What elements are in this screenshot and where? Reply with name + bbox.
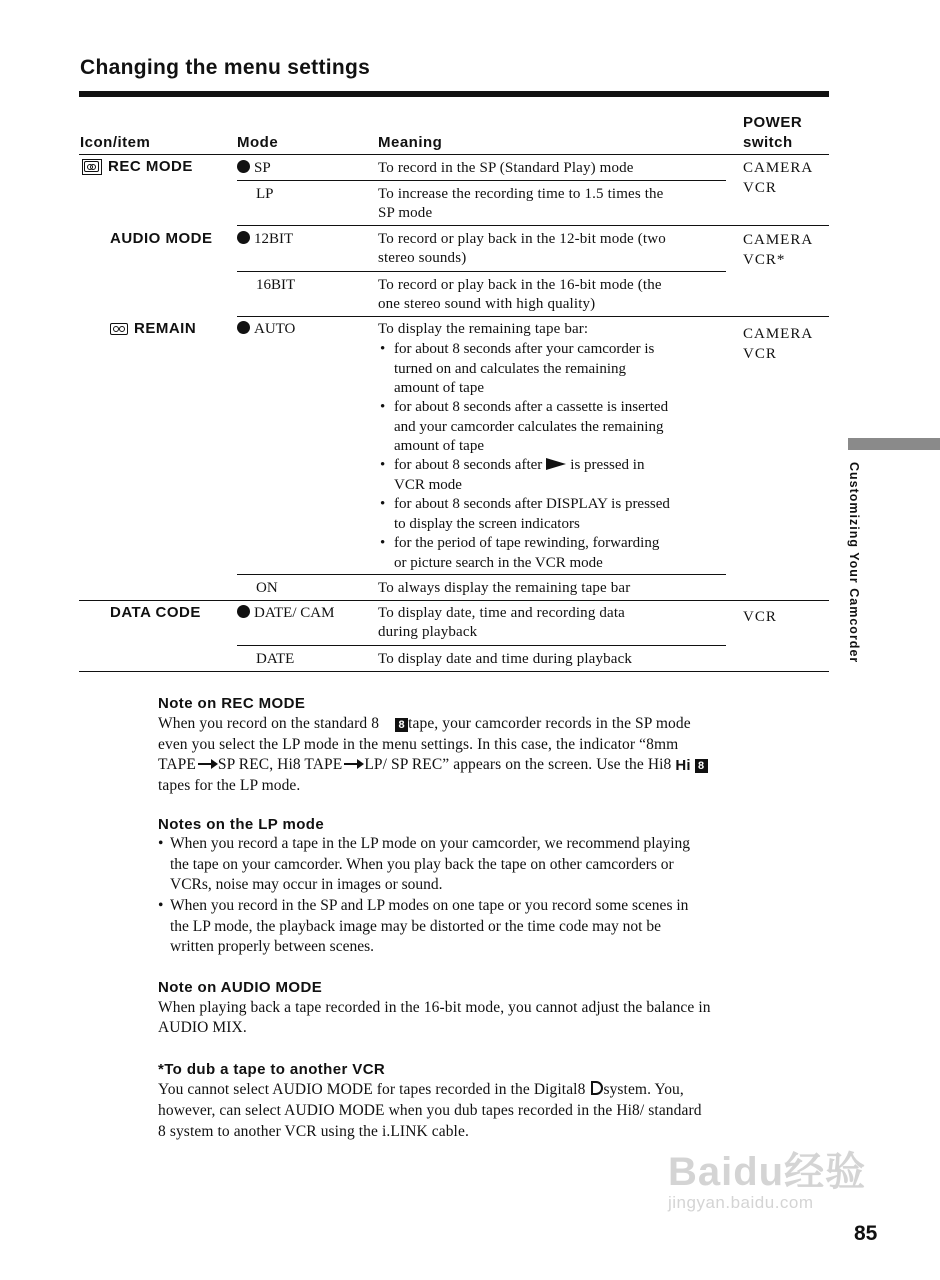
row-rule <box>237 645 726 646</box>
play-icon <box>546 458 566 470</box>
watermark <box>668 1140 866 1213</box>
note-dub-heading: *To dub a tape to another VCR <box>158 1061 386 1078</box>
row-rule <box>237 271 726 272</box>
note-dub-line3: 8 system to another VCR using the i.LINK cable. <box>158 1123 469 1140</box>
meaning-12bit-l1: To record or play back in the 12-bit mode (two <box>378 231 666 247</box>
remain-item <box>110 320 196 337</box>
note-audio-heading: Note on AUDIO MODE <box>158 979 323 996</box>
manual-page: Changing the menu settings Icon/item Mode Meaning POWER switch REC MODE SP To record in the SP (Standard Play) mode LP To increase the recording time to 1.5 times the SP mode CAMERA VCR AUDIO MODE 12BIT To record or play back in the 12-bit mode (two stereo sounds) 16BIT To record or play back in the 16-bit mode (the one stereo sound with high quality) CAMERA VCR* REMAIN AUTO To display the remaining tape bar: • for about 8 seconds after your camcorder is turned on and calculates the remaining amount of tape • for about 8 seconds after a cassette is inserted and your camcorder calculates the remaining amount of tape • for about 8 seconds after is pressed in VCR mode • for about 8 seconds after DISPLAY is pressed to display the screen indicators • for the period of tape rewinding, forwarding or picture search in the VCR mode ON To always display the remaining tape bar CAMERA VCR DATA CODE DATE/ CAM To display date, time and recording data during playback DATE To display date and time during playback VCR Customizing Your Camcorder Note on REC MODE When you record on the standard 8 8 tape, your camcorder records in the SP mode even you select the LP mode in the menu settings. In this case, the indicator “8mm TAPE SP REC, Hi8 TAPE LP/ SP REC” appears on the screen. Use the Hi8 Hi 8 tapes for the LP mode. Notes on the LP mode • When you record a tape in the LP mode on your camcorder, we recommend playing the tape on your camcorder. When you play back the tape on other camcorders or VCRs, noise may occur in images or sound. • When you record in the SP and LP modes on one tape or you record some scenes in the LP mode, the playback image may be distorted or the time code may not be written properly between scenes. Note on AUDIO MODE When playing back a tape recorded in the 16-bit mode, you cannot adjust the balance in AUDIO MIX. *To dub a tape to another VCR You cannot select AUDIO MODE for tapes recorded in the Digital8 system. You, however, can select AUDIO MODE when you dub tapes recorded in the Hi8/ standard 8 system to another VCR using the i.LINK cable. Baidu经验 jingyan.baidu.com 85 <box>0 0 940 1280</box>
note-audio-line1: When playing back a tape recorded in the 16-bit mode, you cannot adjust the balance in <box>158 999 711 1016</box>
meaning-datecam-l1: To display date, time and recording data <box>378 605 625 621</box>
header-power-line1: POWER <box>743 114 803 131</box>
power-remain-l1: CAMERA <box>743 326 814 342</box>
mode-date: DATE <box>256 651 295 667</box>
power-rec-l1: CAMERA <box>743 160 814 176</box>
mode-lp: LP <box>256 186 274 202</box>
note-audio-line2: AUDIO MIX. <box>158 1019 247 1036</box>
audio-mode-item <box>110 230 213 247</box>
rec-mode-label: REC MODE <box>108 158 193 175</box>
power-remain-l2: VCR <box>743 346 777 362</box>
header-icon-item: Icon/item <box>80 134 151 151</box>
note-lp-heading: Notes on the LP mode <box>158 816 325 833</box>
power-datacode: VCR <box>743 609 777 625</box>
watermark-brand: Baidu经验 <box>668 1150 867 1194</box>
meaning-16bit-l2: one stereo sound with high quality) <box>378 296 596 312</box>
arrow-right-icon <box>344 763 362 765</box>
meaning-16bit-l1: To record or play back in the 16-bit mode (the <box>378 277 662 293</box>
row-rule <box>237 574 726 575</box>
section-label: Customizing Your Camcorder <box>847 462 861 664</box>
meaning-on: To always display the remaining tape bar <box>378 580 631 596</box>
hi8-logo-icon: Hi 8 <box>675 756 707 777</box>
row-rule <box>237 316 829 317</box>
default-dot-icon <box>237 160 250 173</box>
power-audio-l1: CAMERA <box>743 232 814 248</box>
default-dot-icon <box>237 231 250 244</box>
tape-remain-icon <box>110 323 128 335</box>
data-code-label: DATA CODE <box>110 604 201 621</box>
row-rule <box>237 225 829 226</box>
power-audio-l2: VCR* <box>743 252 786 268</box>
power-rec-l2: VCR <box>743 180 777 196</box>
table-bottom-rule <box>79 671 829 672</box>
note-dub-line1: You cannot select AUDIO MODE for tapes recorded in the Digital8 system. You, <box>158 1081 684 1098</box>
digital8-logo-icon <box>591 1081 603 1095</box>
default-dot-icon <box>237 321 250 334</box>
audio-mode-label: AUDIO MODE <box>110 230 213 247</box>
mode-12bit: 12BIT <box>237 230 293 250</box>
note-rec-line1: When you record on the standard 8 8 tape, your camcorder records in the SP mode <box>158 715 691 732</box>
title-rule <box>79 91 829 97</box>
arrow-right-icon <box>198 763 216 765</box>
section-tab-bar <box>848 438 940 450</box>
meaning-12bit-l2: stereo sounds) <box>378 250 467 266</box>
rec-mode-item <box>82 158 193 175</box>
page-number: 85 <box>854 1222 878 1245</box>
watermark-url: jingyan.baidu.com <box>668 1193 814 1212</box>
mode-auto: AUTO <box>237 320 295 340</box>
note-dub-line2: however, can select AUDIO MODE when you dub tapes recorded in the Hi8/ standard <box>158 1102 702 1119</box>
mode-on: ON <box>256 580 278 596</box>
header-mode: Mode <box>237 134 279 151</box>
note-rec-line3: TAPE SP REC, Hi8 TAPE LP/ SP REC” appears on the screen. Use the Hi8 Hi 8 <box>158 755 798 777</box>
standard8-logo-icon: 8 <box>395 718 408 732</box>
note-rec-line4: tapes for the LP mode. <box>158 777 301 794</box>
tape-rec-icon <box>82 159 102 175</box>
meaning-date: To display date and time during playback <box>378 651 633 667</box>
header-power-line2: switch <box>743 134 793 151</box>
default-dot-icon <box>237 605 250 618</box>
data-code-item <box>110 604 201 621</box>
remain-label: REMAIN <box>134 320 197 337</box>
row-rule <box>237 180 726 181</box>
meaning-lp-l1: To increase the recording time to 1.5 times the <box>378 186 664 202</box>
header-rule <box>79 154 829 155</box>
mode-16bit: 16BIT <box>256 277 296 293</box>
meaning-auto-intro: To display the remaining tape bar: <box>378 321 589 337</box>
meaning-lp-l2: SP mode <box>378 205 433 221</box>
meaning-sp: To record in the SP (Standard Play) mode <box>378 160 634 176</box>
mode-datecam: DATE/ CAM <box>237 604 334 624</box>
row-rule <box>79 600 829 601</box>
page-title: Changing the menu settings <box>80 56 371 79</box>
note-rec-line2: even you select the LP mode in the menu settings. In this case, the indicator “8mm <box>158 736 679 753</box>
mode-sp: SP <box>237 159 271 179</box>
meaning-datecam-l2: during playback <box>378 624 478 640</box>
header-meaning: Meaning <box>378 134 443 151</box>
note-rec-heading: Note on REC MODE <box>158 695 306 712</box>
